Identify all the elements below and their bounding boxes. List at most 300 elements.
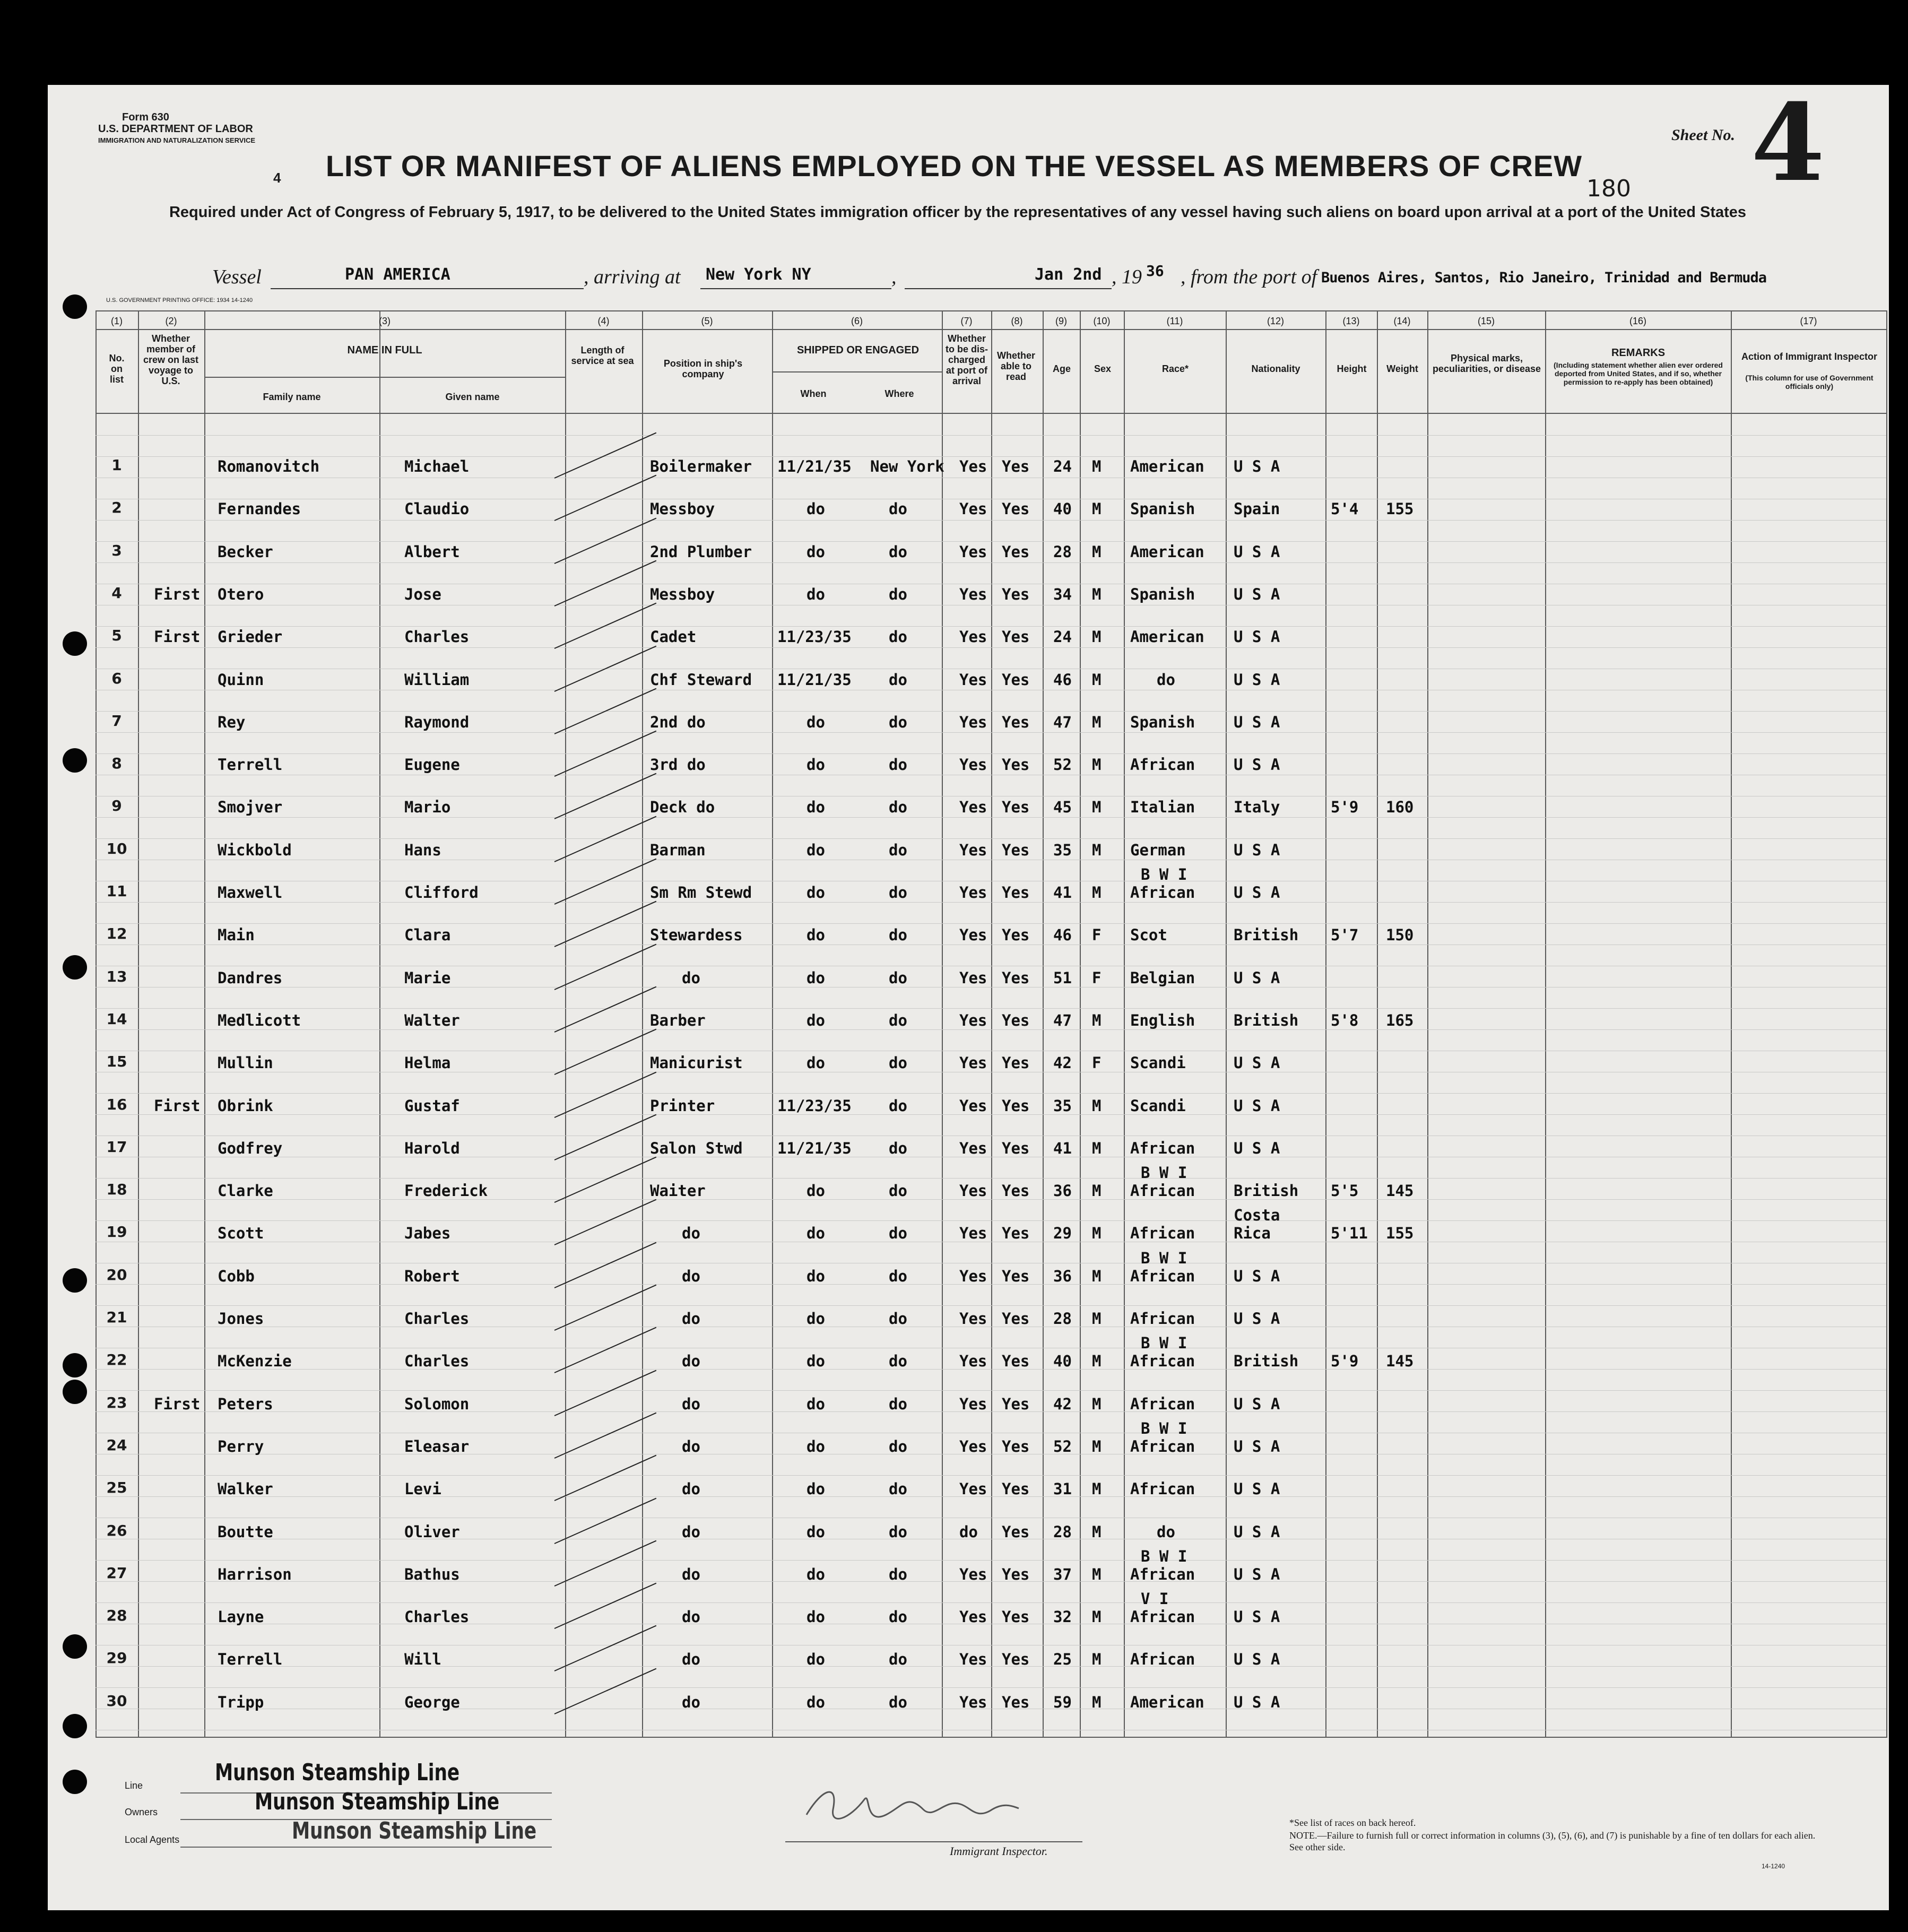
row-number: 29 [106,1649,127,1667]
race: German [1130,841,1186,859]
shipped-when: do [806,1054,825,1072]
nationality: U S A [1234,1437,1280,1456]
age: 45 [1053,798,1072,816]
given-name: Jose [404,585,441,603]
position: 3rd do [650,756,706,774]
column-number: (9) [1055,316,1067,326]
row-rule [204,377,565,378]
able-to-read: Yes [1002,798,1030,816]
family-name: Wickbold [218,841,292,859]
position: Manicurist [650,1054,743,1072]
nationality: U S A [1234,1310,1280,1328]
race-origin: B W I [1141,1164,1187,1182]
shipped-when: 11/21/35 [777,1139,852,1157]
faint-rule [96,1114,1886,1115]
race: African [1130,1139,1195,1157]
header-able-read: Whether able to read [997,350,1035,382]
inspector-label: Immigrant Inspector. [950,1844,1048,1858]
faint-rule [96,1581,1886,1582]
row-number: 24 [106,1436,127,1454]
age: 59 [1053,1693,1072,1711]
given-name: George [404,1693,460,1711]
shipped-where: do [889,1139,907,1157]
faint-rule [96,435,1886,436]
discharged: Yes [959,1395,987,1413]
race-origin: B W I [1141,1547,1187,1565]
shipped-when: do [806,500,825,518]
nationality: U S A [1234,543,1280,561]
able-to-read: Yes [1002,1267,1030,1285]
position: Chf Steward [650,671,752,689]
weight: 145 [1386,1182,1414,1200]
faint-rule [96,562,1886,563]
header-remarks-note: (Including statement whether alien ever ordered deported from United States, and if so, whether permission to re-apply has been obtained) [1554,361,1723,386]
shipped-where: do [889,1097,907,1115]
position: do [682,1565,700,1583]
able-to-read: Yes [1002,543,1030,561]
discharged: Yes [959,1480,987,1498]
discharged: Yes [959,1182,987,1200]
shipped-where: do [889,500,907,518]
shipped-where: do [889,1267,907,1285]
column-rule [565,310,566,1738]
given-name: Charles [404,1352,470,1370]
faint-rule [96,1666,1886,1667]
faint-rule [96,1029,1886,1030]
sex: M [1092,883,1102,902]
sex: M [1092,798,1102,816]
faint-rule [96,1220,1886,1221]
age: 40 [1053,1352,1072,1370]
position: Boilermaker [650,457,752,475]
family-name: Cobb [218,1267,255,1285]
header-physical: Physical marks, peculiarities, or disease [1432,353,1541,374]
row-number: 1 [111,456,122,474]
row-number: 28 [106,1607,127,1624]
race: American [1130,457,1204,475]
given-name: Bathus [404,1565,460,1583]
race: African [1130,883,1195,902]
form-number: Form 630 [122,111,169,123]
able-to-read: Yes [1002,1395,1030,1413]
shipped-when: do [806,1352,825,1370]
able-to-read: Yes [1002,1310,1030,1328]
row-number: 13 [106,968,127,985]
row-number: 14 [106,1010,127,1028]
column-number: (1) [111,316,123,326]
row-number: 15 [106,1053,127,1070]
height: 5'5 [1331,1182,1359,1200]
race-origin: B W I [1141,1249,1187,1267]
row-number: 26 [106,1522,127,1539]
position: do [682,1437,700,1456]
sex: M [1092,543,1102,561]
family-name: Main [218,926,255,944]
faint-rule [96,1496,1886,1497]
age: 40 [1053,500,1072,518]
race: American [1130,628,1204,646]
nationality: U S A [1234,671,1280,689]
age: 35 [1053,1097,1072,1115]
punch-hole [63,1380,87,1404]
position: Barber [650,1011,706,1029]
race: African [1130,1310,1195,1328]
able-to-read: Yes [1002,628,1030,646]
able-to-read: Yes [1002,585,1030,603]
family-name: Romanovitch [218,457,320,475]
age: 41 [1053,883,1072,902]
shipped-where: do [889,585,907,603]
family-name: Tripp [218,1693,264,1711]
sex: M [1092,671,1102,689]
position: Barman [650,841,706,859]
given-name: Eugene [404,756,460,774]
shipped-where: do [889,1182,907,1200]
shipped-when: do [806,1693,825,1711]
faint-rule [96,520,1886,521]
discharged: Yes [959,1565,987,1583]
position: do [682,1608,700,1626]
position: do [682,1224,700,1242]
age: 34 [1053,585,1072,603]
able-to-read: Yes [1002,1011,1030,1029]
able-to-read: Yes [1002,841,1030,859]
faint-rule [96,1284,1886,1285]
race: Spanish [1130,500,1195,518]
given-name: Oliver [404,1523,460,1541]
family-name: Rey [218,713,246,731]
punch-hole [63,1714,87,1738]
sex: M [1092,1523,1102,1541]
age: 52 [1053,756,1072,774]
given-name: Mario [404,798,451,816]
shipped-where: do [889,883,907,902]
sex: M [1092,500,1102,518]
faint-rule [96,1093,1886,1094]
column-rule [96,310,97,1738]
race: do [1157,671,1175,689]
column-number: (6) [851,316,863,326]
discharged: Yes [959,1054,987,1072]
header-weight: Weight [1386,363,1418,374]
race: Spanish [1130,713,1195,731]
row-number: 23 [106,1394,127,1411]
discharged: Yes [959,969,987,987]
shipped-where: do [889,1650,907,1668]
shipped-where: do [889,713,907,731]
age: 36 [1053,1267,1072,1285]
race: African [1130,1395,1195,1413]
weight: 155 [1386,500,1414,518]
able-to-read: Yes [1002,1182,1030,1200]
sex: M [1092,1267,1102,1285]
header-where: Where [884,388,914,399]
family-name: Medlicott [218,1011,301,1029]
column-number: (5) [701,316,713,326]
row-number: 3 [111,542,122,559]
race: African [1130,756,1195,774]
shipped-when: do [806,1650,825,1668]
shipped-where: do [889,1310,907,1328]
given-name: Raymond [404,713,470,731]
position: Messboy [650,585,715,603]
shipped-where: do [889,1565,907,1583]
row-number: 18 [106,1181,127,1198]
agents-label: Local Agents [125,1834,180,1845]
discharged: Yes [959,1097,987,1115]
given-name: Jabes [404,1224,451,1242]
faint-rule [96,1369,1886,1370]
discharged: do [959,1523,978,1541]
sex: M [1092,841,1102,859]
discharged: Yes [959,798,987,816]
weight: 155 [1386,1224,1414,1242]
nationality: U S A [1234,1267,1280,1285]
nationality: U S A [1234,883,1280,902]
sex: M [1092,1182,1102,1200]
column-rule [1226,310,1227,1738]
shipped-where: do [889,1395,907,1413]
sex: M [1092,1565,1102,1583]
header-race: Race* [1161,363,1189,374]
date-separator: , [891,266,897,288]
given-name: Harold [404,1139,460,1157]
faint-rule [96,1305,1886,1306]
punch-hole [63,1634,87,1659]
sex: F [1092,969,1102,987]
age: 37 [1053,1565,1072,1583]
discharged: Yes [959,543,987,561]
shipped-where: do [889,926,907,944]
race: African [1130,1267,1195,1285]
inspector-underline [785,1841,1082,1842]
position: 2nd Plumber [650,543,752,561]
shipped-where: do [889,1054,907,1072]
discharged: Yes [959,457,987,475]
given-name: Solomon [404,1395,470,1413]
given-name: Marie [404,969,451,987]
race: African [1130,1650,1195,1668]
row-number: 10 [106,840,127,857]
faint-rule [96,817,1886,818]
shipped-when: 11/23/35 [777,1097,852,1115]
position: do [682,969,700,987]
sex: F [1092,926,1102,944]
discharged: Yes [959,883,987,902]
header-height: Height [1337,363,1367,374]
nationality: U S A [1234,969,1280,987]
family-name: Clarke [218,1182,273,1200]
shipped-when: do [806,713,825,731]
shipped-when: do [806,1011,825,1029]
shipped-where: do [889,1437,907,1456]
nationality-top: Costa [1234,1206,1280,1224]
column-number: (12) [1267,316,1284,326]
nationality: Rica [1234,1224,1271,1242]
faint-rule [96,711,1886,712]
sex: M [1092,1608,1102,1626]
column-rule [772,310,773,1738]
discharged: Yes [959,713,987,731]
column-number: (13) [1342,316,1360,326]
crew-member-status: First [154,1097,201,1115]
family-name: Fernandes [218,500,301,518]
sex: M [1092,585,1102,603]
shipped-where: do [889,543,907,561]
shipped-when: do [806,841,825,859]
position: Messboy [650,500,715,518]
shipped-when: do [806,1182,825,1200]
stamp-number: 180 [1586,175,1631,202]
races-note: *See list of races on back hereof. [1289,1817,1416,1828]
age: 25 [1053,1650,1072,1668]
able-to-read: Yes [1002,1224,1030,1242]
sheet-label: Sheet No. [1671,126,1735,144]
row-number: 2 [111,499,122,516]
date-underline [905,288,1112,289]
line-stamp: Munson Steamship Line [215,1759,460,1786]
faint-rule [96,753,1886,754]
corner-mark: 4 [273,170,281,186]
given-name: Charles [404,1310,470,1328]
row-rule [96,310,1886,311]
discharged: Yes [959,1437,987,1456]
able-to-read: Yes [1002,1097,1030,1115]
weight: 145 [1386,1352,1414,1370]
nationality: Spain [1234,500,1280,518]
race-origin: B W I [1141,1419,1187,1437]
vessel-label: Vessel [212,266,262,288]
given-name: Michael [404,457,470,475]
race: Scot [1130,926,1167,944]
position: Stewardess [650,926,743,944]
row-rule [772,371,942,372]
able-to-read: Yes [1002,756,1030,774]
shipped-when: 11/21/35 [777,457,852,475]
punch-hole [63,294,87,319]
column-rule [1124,310,1125,1738]
position: do [682,1650,700,1668]
race: English [1130,1011,1195,1029]
nationality: U S A [1234,1139,1280,1157]
punch-hole [63,955,87,980]
shipped-when: do [806,585,825,603]
given-name: Helma [404,1054,451,1072]
race-origin: B W I [1141,1334,1187,1352]
header-age: Age [1052,363,1071,374]
position: do [682,1352,700,1370]
shipped-when: 11/23/35 [777,628,852,646]
weight: 150 [1386,926,1414,944]
row-rule [96,413,1886,414]
nationality: British [1234,926,1299,944]
crew-member-status: First [154,628,201,646]
shipped-when: do [806,883,825,902]
race: African [1130,1480,1195,1498]
sex: M [1092,1693,1102,1711]
column-rule [138,310,139,1738]
row-number: 17 [106,1138,127,1156]
shipped-when: do [806,969,825,987]
family-name: Boutte [218,1523,273,1541]
family-name: Walker [218,1480,273,1498]
row-number: 20 [106,1266,127,1284]
race: African [1130,1182,1195,1200]
row-number: 7 [111,712,122,730]
sheet-number: 4 [1751,81,1825,205]
able-to-read: Yes [1002,1693,1030,1711]
given-name: Albert [404,543,460,561]
height: 5'9 [1331,1352,1359,1370]
family-name: Perry [218,1437,264,1456]
faint-rule [96,923,1886,924]
header-when: When [800,388,827,399]
nationality: U S A [1234,713,1280,731]
discharged: Yes [959,1224,987,1242]
nationality: U S A [1234,1693,1280,1711]
sex: F [1092,1054,1102,1072]
nationality: U S A [1234,585,1280,603]
able-to-read: Yes [1002,926,1030,944]
faint-rule [96,1602,1886,1603]
weight: 160 [1386,798,1414,816]
punch-hole [63,1353,87,1377]
header-family-name: Family name [263,392,321,402]
agents-underline [180,1847,552,1848]
family-name: Becker [218,543,273,561]
faint-rule [96,732,1886,733]
sex: M [1092,756,1102,774]
height: 5'8 [1331,1011,1359,1029]
given-name: Claudio [404,500,470,518]
shipped-where: do [889,1608,907,1626]
nationality: U S A [1234,1054,1280,1072]
given-name: Clara [404,926,451,944]
position: Cadet [650,628,697,646]
sex: M [1092,1224,1102,1242]
height: 5'9 [1331,798,1359,816]
column-rule [1080,310,1081,1738]
shipped-where: do [889,1693,907,1711]
age: 28 [1053,1523,1072,1541]
family-name: Obrink [218,1097,273,1115]
sex: M [1092,1480,1102,1498]
discharged: Yes [959,926,987,944]
shipped-when: do [806,1480,825,1498]
row-number: 11 [106,882,127,900]
crew-member-status: First [154,585,201,603]
header-action-note: (This column for use of Government officials only) [1745,374,1874,391]
race: Scandi [1130,1097,1186,1115]
header-crew-member: Whether member of crew on last voyage to U.S. [143,333,199,386]
shipped-where: do [889,1011,907,1029]
arrival-underline [700,288,891,289]
department-name: U.S. DEPARTMENT OF LABOR [98,123,253,135]
sex: M [1092,1437,1102,1456]
row-number: 19 [106,1223,127,1241]
faint-rule [96,902,1886,903]
age: 29 [1053,1224,1072,1242]
shipped-where: do [889,1224,907,1242]
age: 47 [1053,713,1072,731]
age: 28 [1053,543,1072,561]
faint-rule [96,1475,1886,1476]
given-name: Clifford [404,883,479,902]
discharged: Yes [959,1352,987,1370]
position: 2nd do [650,713,706,731]
column-rule [1731,310,1732,1738]
given-name: Will [404,1650,441,1668]
